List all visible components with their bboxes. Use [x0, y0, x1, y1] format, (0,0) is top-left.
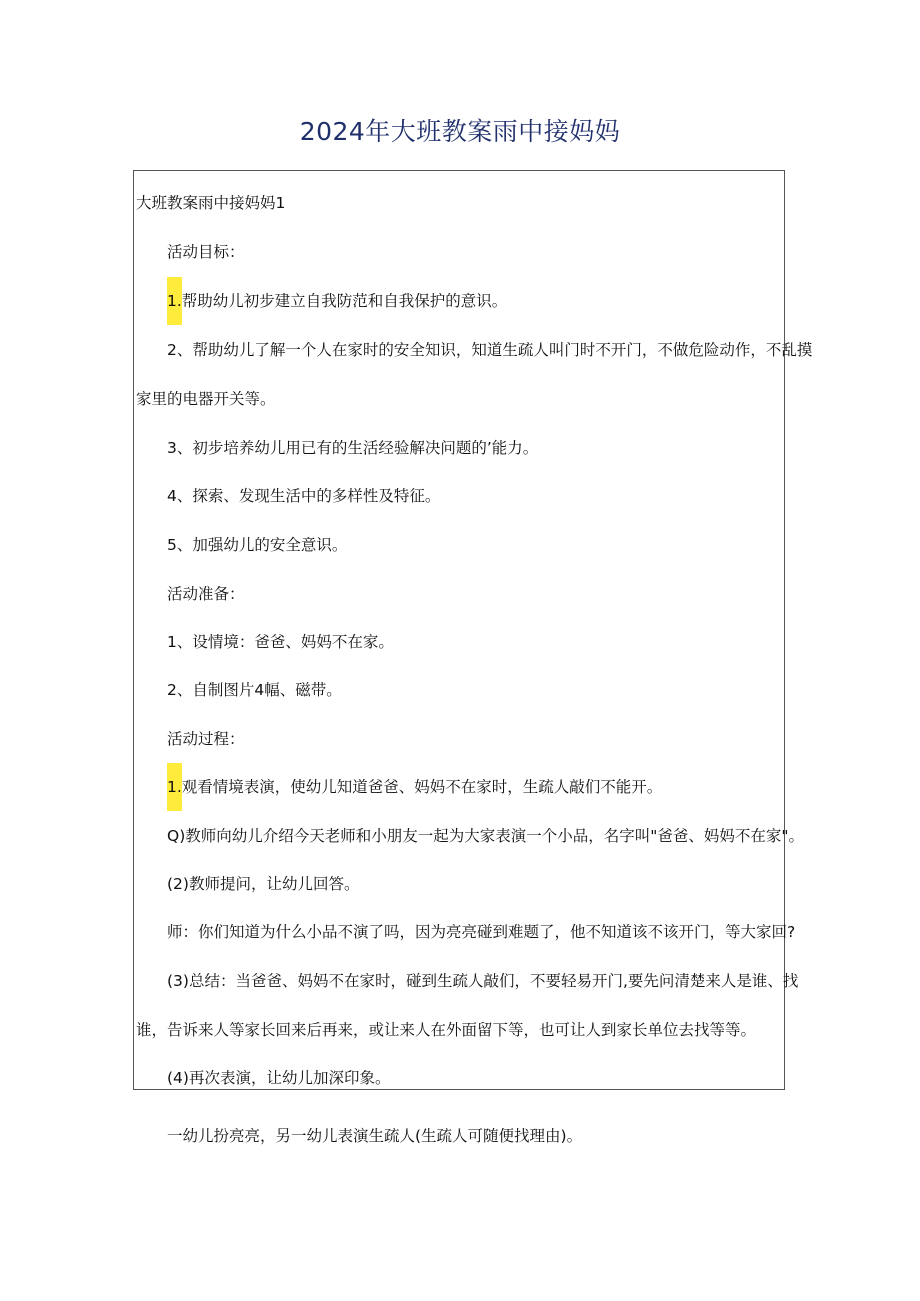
goal-1-text: 帮助幼儿初步建立自我防范和自我保护的意识。	[181, 292, 508, 310]
process-step-4: (4)再次表演，让幼儿加深印象。	[167, 1069, 391, 1087]
prep-2: 2、自制图片4幅、磁带。	[167, 681, 342, 699]
highlight-marker: 1.	[167, 277, 182, 325]
after-box-paragraph: 一幼儿扮亮亮，另一幼儿表演生疏人(生疏人可随便找理由)。	[167, 1127, 583, 1145]
prep-1: 1、设情境：爸爸、妈妈不在家。	[167, 633, 394, 651]
goal-2-line-1: 2、帮助幼儿了解一个人在家时的安全知识，知道生疏人叫门时不开门，不做危险动作，不乱摸	[167, 341, 813, 359]
process-step-3-line-2: 谁，告诉来人等家长回来后再来，或让来人在外面留下等，也可让人到家长单位去找等等。	[136, 1021, 757, 1039]
process-1	[167, 777, 662, 797]
teacher-line: 师：你们知道为什么小品不演了吗，因为亮亮碰到难题了，他不知道该不该开门，等大家回?	[167, 923, 796, 941]
activity-process-label: 活动过程：	[167, 730, 245, 748]
process-step-q: Q)教师向幼儿介绍今天老师和小朋友一起为大家表演一个小品，名字叫"爸爸、妈妈不在家"。	[167, 827, 805, 845]
section-heading: 大班教案雨中接妈妈1	[136, 194, 286, 212]
goal-4: 4、探索、发现生活中的多样性及特征。	[167, 487, 441, 505]
process-step-2: (2)教师提问，让幼儿回答。	[167, 875, 360, 893]
goal-3: 3、初步培养幼儿用已有的生活经验解决问题的’能力。	[167, 439, 539, 457]
activity-prep-label: 活动准备：	[167, 585, 245, 603]
goal-5: 5、加强幼儿的安全意识。	[167, 536, 348, 554]
highlight-marker: 1.	[167, 763, 182, 811]
page-title: 2024年大班教案雨中接妈妈	[299, 117, 621, 146]
activity-goals-label: 活动目标：	[167, 243, 245, 261]
process-step-3-line-1: (3)总结：当爸爸、妈妈不在家时，碰到生疏人敲们，不要轻易开门,要先问清楚来人是谁、找	[167, 972, 799, 990]
goal-2-line-2: 家里的电器开关等。	[136, 390, 276, 408]
goal-1	[167, 291, 507, 311]
process-1-text: 观看情境表演，使幼儿知道爸爸、妈妈不在家时，生疏人敲们不能开。	[181, 778, 663, 796]
